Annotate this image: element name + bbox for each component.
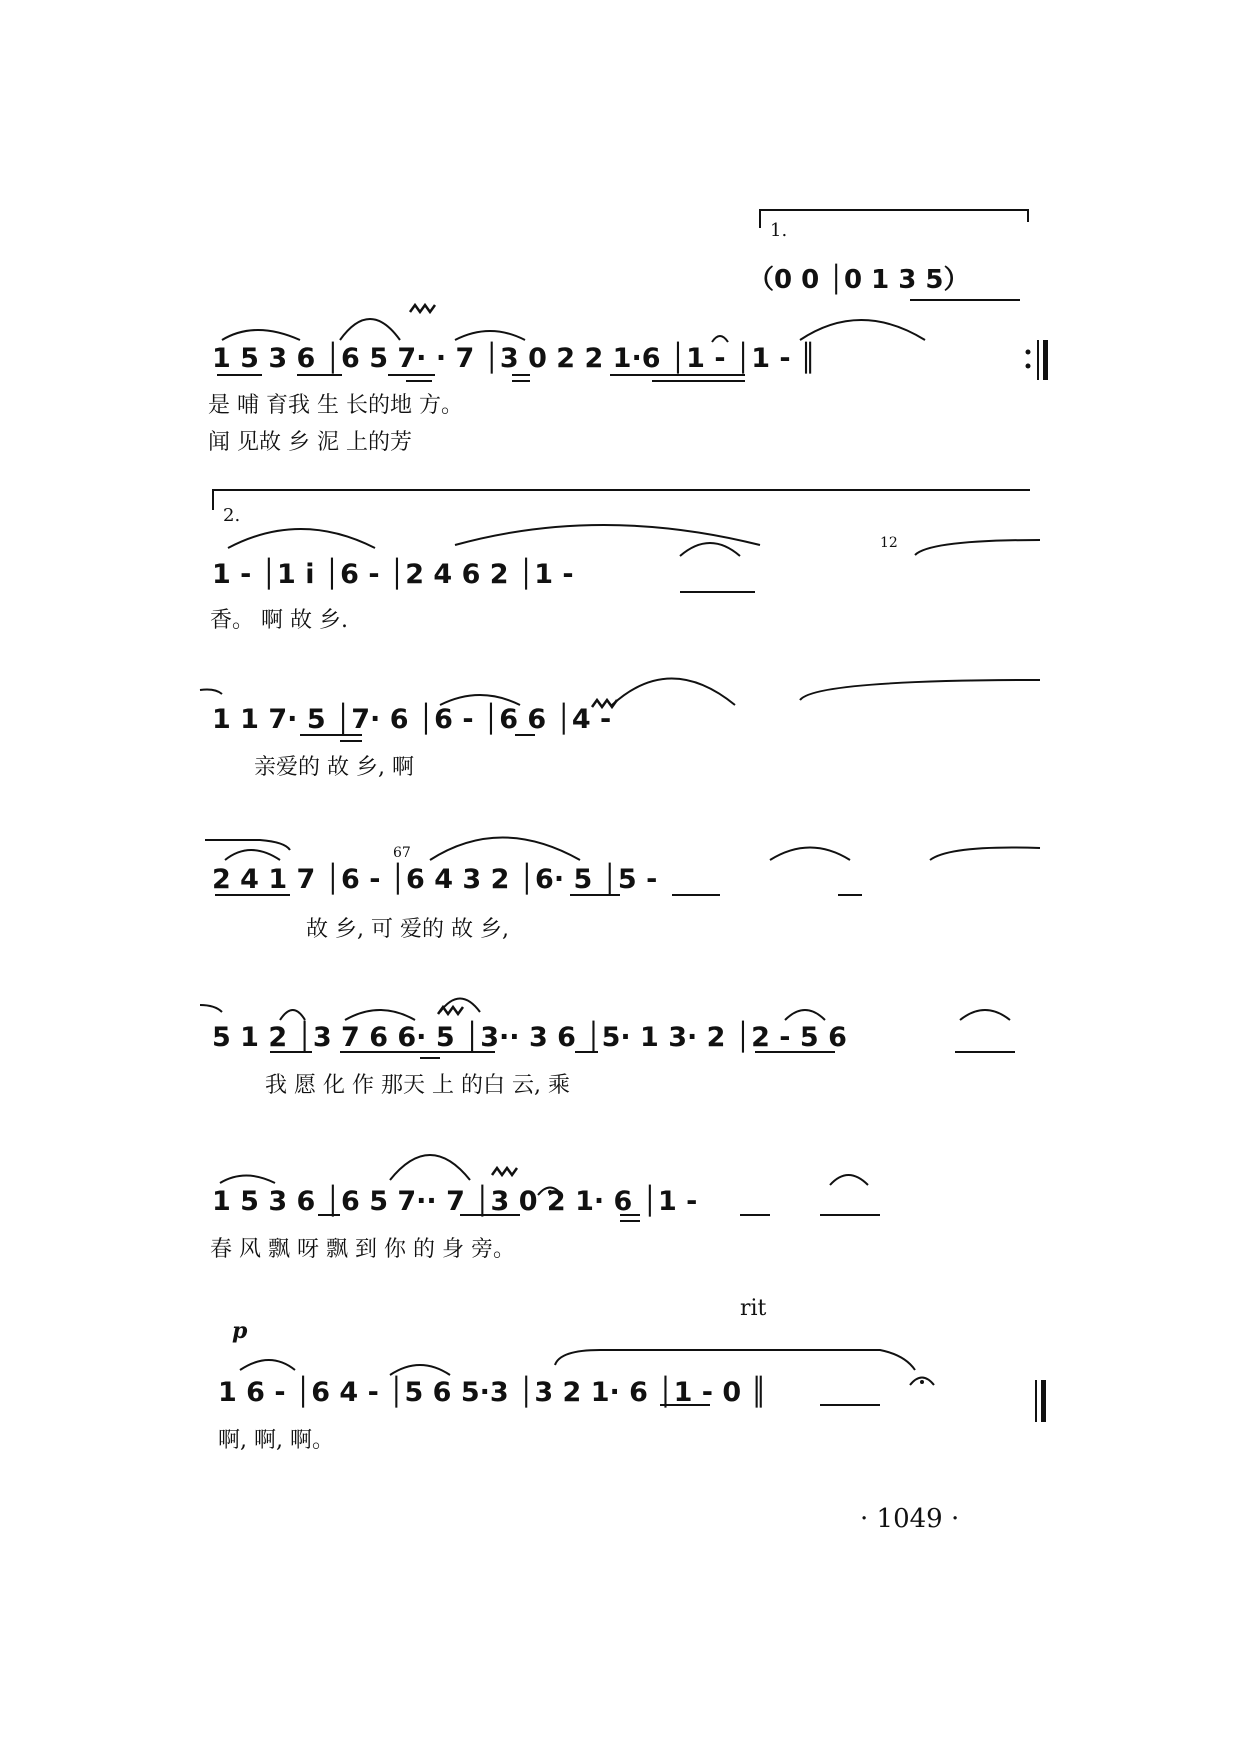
slur <box>612 679 735 706</box>
row-5-notes: 5 1 2 │3 7 6 6· 5 │3·· 3 6 │5· 1 3· 2 │2 - 5 6 <box>212 1022 847 1053</box>
slur <box>390 1155 470 1180</box>
slur <box>960 1010 1010 1020</box>
volta-1-bracket <box>760 210 1028 228</box>
dynamic-marking: p <box>232 1318 248 1344</box>
volta-1-label: 1. <box>770 220 788 241</box>
slur <box>225 850 280 860</box>
row-1-notes: 1 5 3 6 │6 5 7· · 7 │3 0 2 2 1·6 │1 - │1 - ║ <box>212 343 817 374</box>
slur <box>555 1350 915 1370</box>
slur <box>770 848 850 861</box>
slur <box>455 525 760 545</box>
slur <box>455 331 525 340</box>
slur <box>830 1175 868 1185</box>
row-1-lyrics-verse-1: 是 哺 育我 生 长的地 方。 <box>208 393 463 418</box>
slur <box>205 840 290 850</box>
intro-notes: （0 0 │0 1 3 5） <box>748 265 970 295</box>
row-7-lyrics: 啊, 啊, 啊。 <box>218 1428 334 1453</box>
row-4-lyrics: 故 乡, 可 爱的 故 乡, <box>306 917 509 942</box>
slur <box>930 848 1040 861</box>
slur <box>200 1005 222 1012</box>
row-6-notes: 1 5 3 6 │6 5 7·· 7 │3 0 2 1· 6 │1 - <box>212 1186 698 1217</box>
row-1-lyrics-verse-2: 闻 见故 乡 泥 上的芳 <box>208 430 412 455</box>
volta-2-label: 2. <box>223 505 241 526</box>
end-barlines <box>1035 340 1048 1422</box>
row-2-notes: 1 - │1 i │6 - │2 4 6 2 │1 - <box>212 559 574 590</box>
slur <box>228 529 375 548</box>
slur <box>222 330 300 340</box>
slur <box>785 1010 825 1020</box>
row-6-lyrics: 春 风 飘 呀 飘 到 你 的 身 旁。 <box>210 1237 515 1262</box>
tempo-marking: rit <box>740 1296 767 1321</box>
slur <box>240 1360 295 1370</box>
row-4-grace-note: 67 <box>393 845 411 861</box>
row-4-notes: 2 4 1 7 │6 - │6 4 3 2 │6· 5 │5 - <box>212 864 658 895</box>
row-3-notes: 1 1 7· 5 │7· 6 │6 - │6 6 │4 - <box>212 704 612 735</box>
slur <box>915 540 1040 555</box>
slur <box>220 1176 275 1184</box>
tie <box>280 1010 305 1020</box>
slur <box>340 319 400 340</box>
row-5-lyrics: 我 愿 化 作 那天 上 的白 云, 乘 <box>265 1073 570 1098</box>
fermata-marks <box>538 1188 934 1386</box>
page-number: · 1049 · <box>860 1504 960 1534</box>
slur <box>800 680 1040 700</box>
tie <box>712 336 728 342</box>
row-2-grace-note: 12 <box>880 535 898 551</box>
slur <box>430 838 580 861</box>
slur <box>390 1365 450 1375</box>
slur <box>345 1010 415 1020</box>
row-3-lyrics: 亲爱的 故 乡, 啊 <box>254 755 414 780</box>
row-2-lyrics: 香。 啊 故 乡. <box>210 608 348 633</box>
row-7-notes: 1 6 - │6 4 - │5 6 5·3 │3 2 1· 6 │1 - 0 ║ <box>218 1377 767 1408</box>
volta-2-bracket <box>213 490 1030 510</box>
slur <box>200 690 222 695</box>
slur <box>680 543 740 556</box>
slur <box>800 320 925 340</box>
